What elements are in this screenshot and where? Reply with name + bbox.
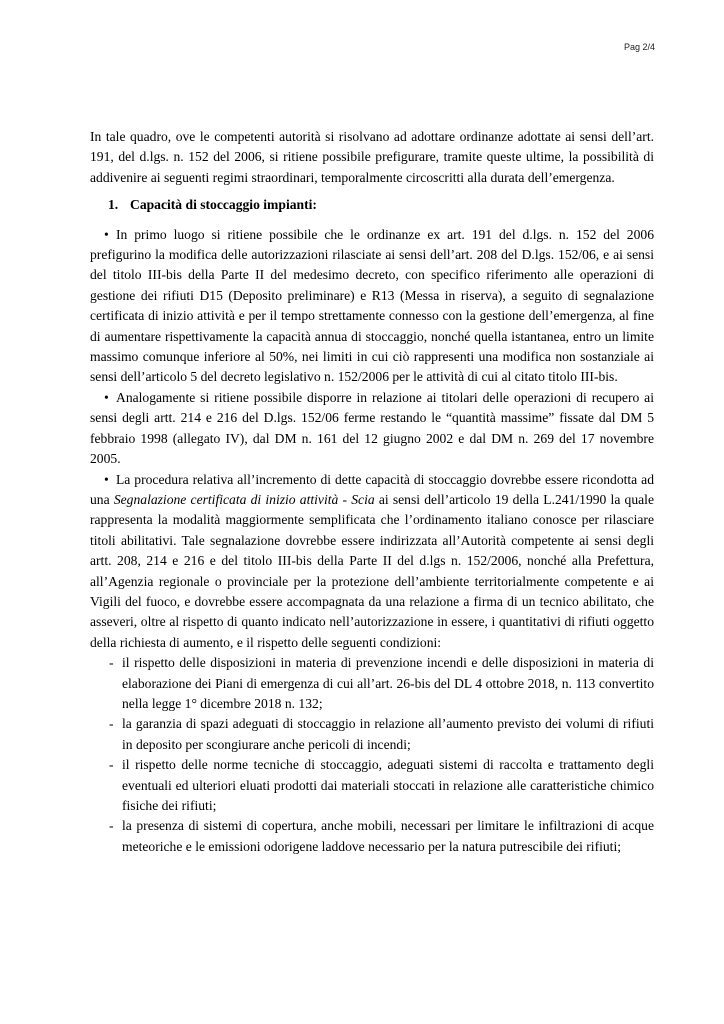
dash-icon: - — [109, 655, 114, 671]
bullet-text: ai sensi dell’articolo 19 della L.241/1990 la quale rappresenta la modalità maggiormente semplificata che l’ordinamento italiano conosce per rilasciare titoli abilitativi. Tale segnalazione dovrebbe essere indirizzata all’Autorità competente ai sensi degli artt. 208, 214 e 216 e del titolo III-bis della Parte II del d.lgs n. 152/2006, nonché alla Prefettura, all’Agenzia regionale o provinciale per la protezione dell’ambiente territorialmente competente e ai Vigili del fuoco, e dovrebbe essere accompagnata da una relazione a firma di un tecnico abilitato, che asseveri, oltre al rispetto di quanto indicato nell’autorizzazione in essere, i quantitativi di rifiuti oggetto della richiesta di aumento, e il rispetto delle seguenti condizioni: — [90, 491, 654, 650]
bullet-paragraph — [90, 470, 654, 654]
list-item-text: il rispetto delle norme tecniche di stoccaggio, adeguati sistemi di raccolta e trattamento degli eventuali ed ulteriori eluati prodotti dai materiali stoccati in relazione alle caratteristiche chimico fisiche dei rifiuti; — [122, 757, 654, 813]
list-item-text: la garanzia di spazi adeguati di stoccaggio in relazione all’aumento previsto dei volumi di rifiuti in deposito per scongiurare anche pericoli di incendi; — [122, 716, 654, 752]
list-item-text: la presenza di sistemi di copertura, anche mobili, necessari per limitare le infiltrazioni di acque meteoriche e le emissioni odorigene laddove necessario per la natura putrescibile dei rifiuti; — [122, 818, 654, 854]
conditions-list — [90, 653, 654, 857]
page-number: Pag 2/4 — [623, 42, 655, 52]
list-item — [90, 816, 654, 857]
intro-paragraph: In tale quadro, ove le competenti autorità si risolvano ad adottare ordinanze adottate ai sensi dell’art. 191, del d.lgs. n. 152 del 2006, si ritiene possibile prefigurare, tramite queste ultime, la possibilità di addivenire ai seguenti regimi straordinari, temporalmente circoscritti alla durata dell’emergenza. — [90, 129, 654, 185]
dash-icon: - — [109, 716, 114, 732]
bullet-text: La procedura relativa all’incremento di dette capacità di stoccaggio dovrebbe essere ricondotta ad una — [90, 471, 654, 507]
bullet-text-italic: Segnalazione certificata di inizio attività - Scia — [113, 491, 375, 507]
bullet-icon: • — [104, 471, 109, 487]
bullet-paragraph — [90, 225, 654, 388]
bullet-text: Analogamente si ritiene possibile disporre in relazione ai titolari delle operazioni di recupero ai sensi degli artt. 214 e 216 del D.lgs. 152/06 ferme restando le “quantità massime” fissate dal DM 5 febbraio 1998 (allegato IV), dal DM n. 161 del 12 giugno 2002 e dal DM n. 269 del 17 novembre 2005. — [90, 389, 654, 467]
bullet-icon: • — [104, 389, 109, 405]
list-item — [90, 714, 654, 755]
bullet-icon: • — [104, 226, 109, 242]
dash-icon: - — [109, 818, 114, 834]
list-item-text: il rispetto delle disposizioni in materia di prevenzione incendi e delle disposizioni in materia di elaborazione dei Piani di emergenza di cui all’art. 26-bis del DL 4 ottobre 2018, n. 113 convertito nella legge 1° dicembre 2018 n. 132; — [122, 655, 654, 711]
bullet-text: In primo luogo si ritiene possibile che le ordinanze ex art. 191 del d.lgs. n. 152 del 2006 prefigurino la modifica delle autorizzazioni rilasciate ai sensi dell’art. 208 del D.lgs. 152/06, e ai sensi del titolo III-bis della Parte II del medesimo decreto, con specifico riferimento alle operazioni di gestione dei rifiuti D15 (Deposito preliminare) e R13 (Messa in riserva), a seguito di segnalazione certificata di inizio attività e per il tempo strettamente connesso con la gestione dell’emergenza, al fine di aumentare rispettivamente la capacità annua di stoccaggio, nonché quella istantanea, entro un limite massimo comunque inferiore al 50%, nei limiti in cui ciò rappresenti una modifica non sostanziale ai sensi dell’articolo 5 del decreto legislativo n. 152/2006 per le attività di cui al citato titolo III-bis. — [90, 226, 654, 385]
section-title: Capacità di stoccaggio impianti: — [130, 197, 317, 213]
dash-icon: - — [109, 757, 114, 773]
list-item — [90, 755, 654, 816]
bullet-paragraph — [90, 388, 654, 470]
list-item — [90, 653, 654, 714]
section-number: 1. — [108, 197, 119, 213]
page-content — [90, 127, 654, 857]
section-heading — [108, 195, 654, 215]
